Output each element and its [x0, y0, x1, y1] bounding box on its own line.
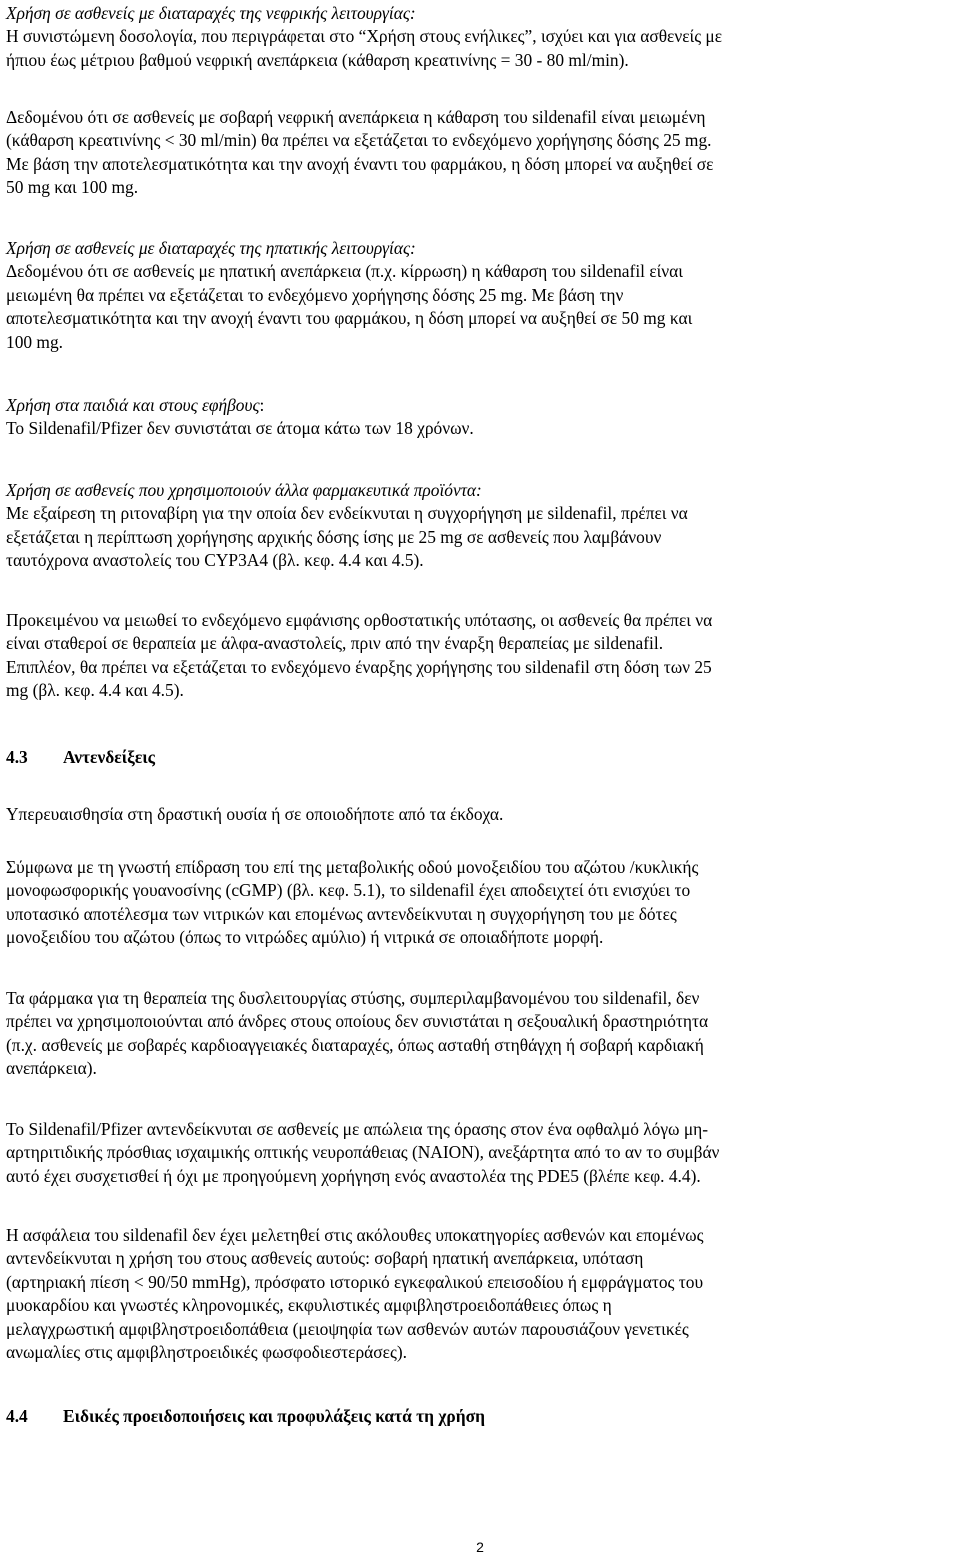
renal-section [6, 2, 722, 72]
section-4-3-paragraph-4 [6, 1118, 719, 1188]
section-4-3-p5-line: μελαγχρωστική αμφιβληστροειδοπάθεια (μειοψηφία των ασθενών αυτών παρουσιάζουν γενετικές [6, 1318, 689, 1339]
section-4-3-p5-line: Η ασφάλεια του sildenafil δεν έχει μελετηθεί στις ακόλουθες υποκατηγορίες ασθενών και επομένως [6, 1225, 704, 1245]
other-products-p2-line: mg (βλ. κεφ. 4.4 και 4.5). [6, 680, 184, 701]
section-4-3-p2-line: υποτασικό αποτέλεσμα των νιτρικών και επομένως αντενδείκνυται η συγχορήγηση του με δότες [6, 903, 677, 924]
section-4-3-paragraph-1 [6, 803, 503, 826]
section-4-3-heading [6, 746, 155, 769]
section-4-3-p2-line: μονοξειδίου του αζώτου (όπως το νιτρώδες αμύλιο) ή νιτρικά σε οποιαδήποτε μορφή. [6, 927, 604, 948]
section-4-3-p5-line: μυοκαρδίου και γνωστές κληρονομικές, εκφυλιστικές αμφιβληστροειδοπάθειες όπως η [6, 1295, 612, 1316]
section-4-3-p2-line: Σύμφωνα με τη γνωστή επίδραση του επί της μεταβολικής οδού μονοξειδίου του αζώτου /κυκλικής [6, 857, 699, 877]
hepatic-title: Χρήση σε ασθενείς με διαταραχές της ηπατικής λειτουργίας: [6, 238, 416, 258]
renal-paragraph-2 [6, 106, 713, 200]
renal-p1-line: ήπιου έως μέτριου βαθμού νεφρική ανεπάρκεια (κάθαρση κρεατινίνης = 30 - 80 ml/min). [6, 49, 629, 70]
page-number: 2 [476, 1539, 484, 1555]
section-4-3-p4-line: αρτηριτιδικής πρόσθιας ισχαιμικής οπτικής νευροπάθειας (NAION), ανεξάρτητα από το αν το συμβάν [6, 1142, 720, 1163]
section-4-3-number: 4.3 [6, 747, 28, 767]
section-4-3-paragraph-3 [6, 987, 708, 1081]
section-4-3-p4-line: αυτό έχει συσχετισθεί ή όχι με προηγούμενη χορήγηση ενός αναστολέα της PDE5 (βλέπε κεφ. 4.4). [6, 1165, 701, 1186]
section-4-3-p5-line: αντενδείκνυται η χρήση του στους ασθενείς αυτούς: σοβαρή ηπατική ανεπάρκεια, υπόταση [6, 1248, 644, 1269]
renal-p2-line: (κάθαρση κρεατινίνης < 30 ml/min) θα πρέπει να εξετάζεται το ενδεχόμενο χορήγησης δόσης 25 mg. [6, 130, 712, 151]
other-products-p2-line: Προκειμένου να μειωθεί το ενδεχόμενο εμφάνισης ορθοστατικής υπότασης, οι ασθενείς θα πρέπει να [6, 610, 713, 630]
other-products-line: Με εξαίρεση τη ριτοναβίρη για την οποία δεν ενδείκνυται η συγχορήγηση με sildenafil, πρέπει να [6, 503, 688, 524]
renal-title: Χρήση σε ασθενείς με διαταραχές της νεφρικής λειτουργίας: [6, 3, 416, 23]
section-4-4-title: Ειδικές προειδοποιήσεις και προφυλάξεις κατά τη χρήση [63, 1406, 485, 1426]
hepatic-line: 100 mg. [6, 331, 64, 352]
section-4-3-p4-line: Το Sildenafil/Pfizer αντενδείκνυται σε ασθενείς με απώλεια της όρασης στον ένα οφθαλμό λόγω μη- [6, 1119, 709, 1139]
other-products-title: Χρήση σε ασθενείς που χρησιμοποιούν άλλα φαρμακευτικά προϊόντα: [6, 480, 482, 500]
renal-p2-line: 50 mg και 100 mg. [6, 177, 139, 198]
section-4-3-title: Αντενδείξεις [63, 747, 156, 767]
section-4-3-p3-line: πρέπει να χρησιμοποιούνται από άνδρες στους οποίους δεν συνιστάται η σεξουαλική δραστηριότητα [6, 1011, 709, 1032]
renal-p2-line: Δεδομένου ότι σε ασθενείς με σοβαρή νεφρική ανεπάρκεια η κάθαρση του sildenafil είναι μειωμένη [6, 107, 706, 127]
other-products-line: ταυτόχρονα αναστολείς του CYP3A4 (βλ. κεφ. 4.4 και 4.5). [6, 550, 424, 571]
other-products-paragraph-2 [6, 609, 712, 703]
section-4-3-p2-line: μονοφωσφορικής γουανοσίνης (cGMP) (βλ. κεφ. 5.1), το sildenafil έχει αποδειχτεί ότι ενισχύει το [6, 880, 691, 901]
children-title-colon: : [259, 395, 265, 415]
children-title [6, 394, 474, 417]
section-4-3-p1-line: Υπερευαισθησία στη δραστική ουσία ή σε οποιοδήποτε από τα έκδοχα. [6, 804, 504, 824]
section-4-3-p5-line: ανωμαλίες στις αμφιβληστροειδικές φωσφοδιεστεράσες). [6, 1341, 407, 1362]
children-line: Το Sildenafil/Pfizer δεν συνιστάται σε άτομα κάτω των 18 χρόνων. [6, 418, 474, 439]
other-products-section [6, 479, 688, 573]
section-4-4-number: 4.4 [6, 1406, 28, 1426]
hepatic-line: Δεδομένου ότι σε ασθενείς με ηπατική ανεπάρκεια (π.χ. κίρρωση) η κάθαρση του sildenafil είναι [6, 261, 683, 282]
section-4-3-p3-line: Τα φάρμακα για τη θεραπεία της δυσλειτουργίας στύσης, συμπεριλαμβανομένου του sildenafil, δεν [6, 988, 700, 1008]
section-4-3-p5-line: (αρτηριακή πίεση < 90/50 mmHg), πρόσφατο ιστορικό εγκεφαλικού επεισοδίου ή εμφράγματος του [6, 1271, 704, 1292]
section-4-3-p3-line: ανεπάρκεια). [6, 1058, 97, 1079]
children-title-text: Χρήση στα παιδιά και στους εφήβους [6, 395, 260, 415]
section-4-3-paragraph-2 [6, 856, 698, 950]
hepatic-line: μειωμένη θα πρέπει να εξετάζεται το ενδεχόμενο χορήγησης δόσης 25 mg. Με βάση την [6, 284, 624, 305]
renal-p2-line: Με βάση την αποτελεσματικότητα και την ανοχή έναντι του φαρμάκου, η δόση μπορεί να αυξηθεί σε [6, 153, 714, 174]
section-4-3-p3-line: (π.χ. ασθενείς με σοβαρές καρδιοαγγειακές διαταραχές, όπως ασταθή στηθάγχη ή σοβαρή καρδιακή [6, 1034, 704, 1055]
hepatic-line: αποτελεσματικότητα και την ανοχή έναντι του φαρμάκου, η δόση μπορεί να αυξηθεί σε 50 mg και [6, 308, 693, 329]
children-section [6, 394, 474, 441]
section-4-3-paragraph-5 [6, 1224, 704, 1364]
renal-p1-line: Η συνιστώμενη δοσολογία, που περιγράφεται στο “Χρήση στους ενήλικες”, ισχύει και για ασθενείς με [6, 26, 723, 47]
section-4-4-heading [6, 1405, 485, 1428]
other-products-p2-line: είναι σταθεροί σε θεραπεία με άλφα-αναστολείς, πριν από την έναρξη θεραπείας με sildenafil. [6, 633, 664, 654]
other-products-line: εξετάζεται η περίπτωση χορήγησης αρχικής δόσης ίσης με 25 mg σε ασθενείς που λαμβάνουν [6, 526, 662, 547]
hepatic-section [6, 237, 692, 354]
other-products-p2-line: Επιπλέον, θα πρέπει να εξετάζεται το ενδεχόμενο έναρξης χορήγησης του sildenafil στη δόση των 25 [6, 656, 712, 677]
